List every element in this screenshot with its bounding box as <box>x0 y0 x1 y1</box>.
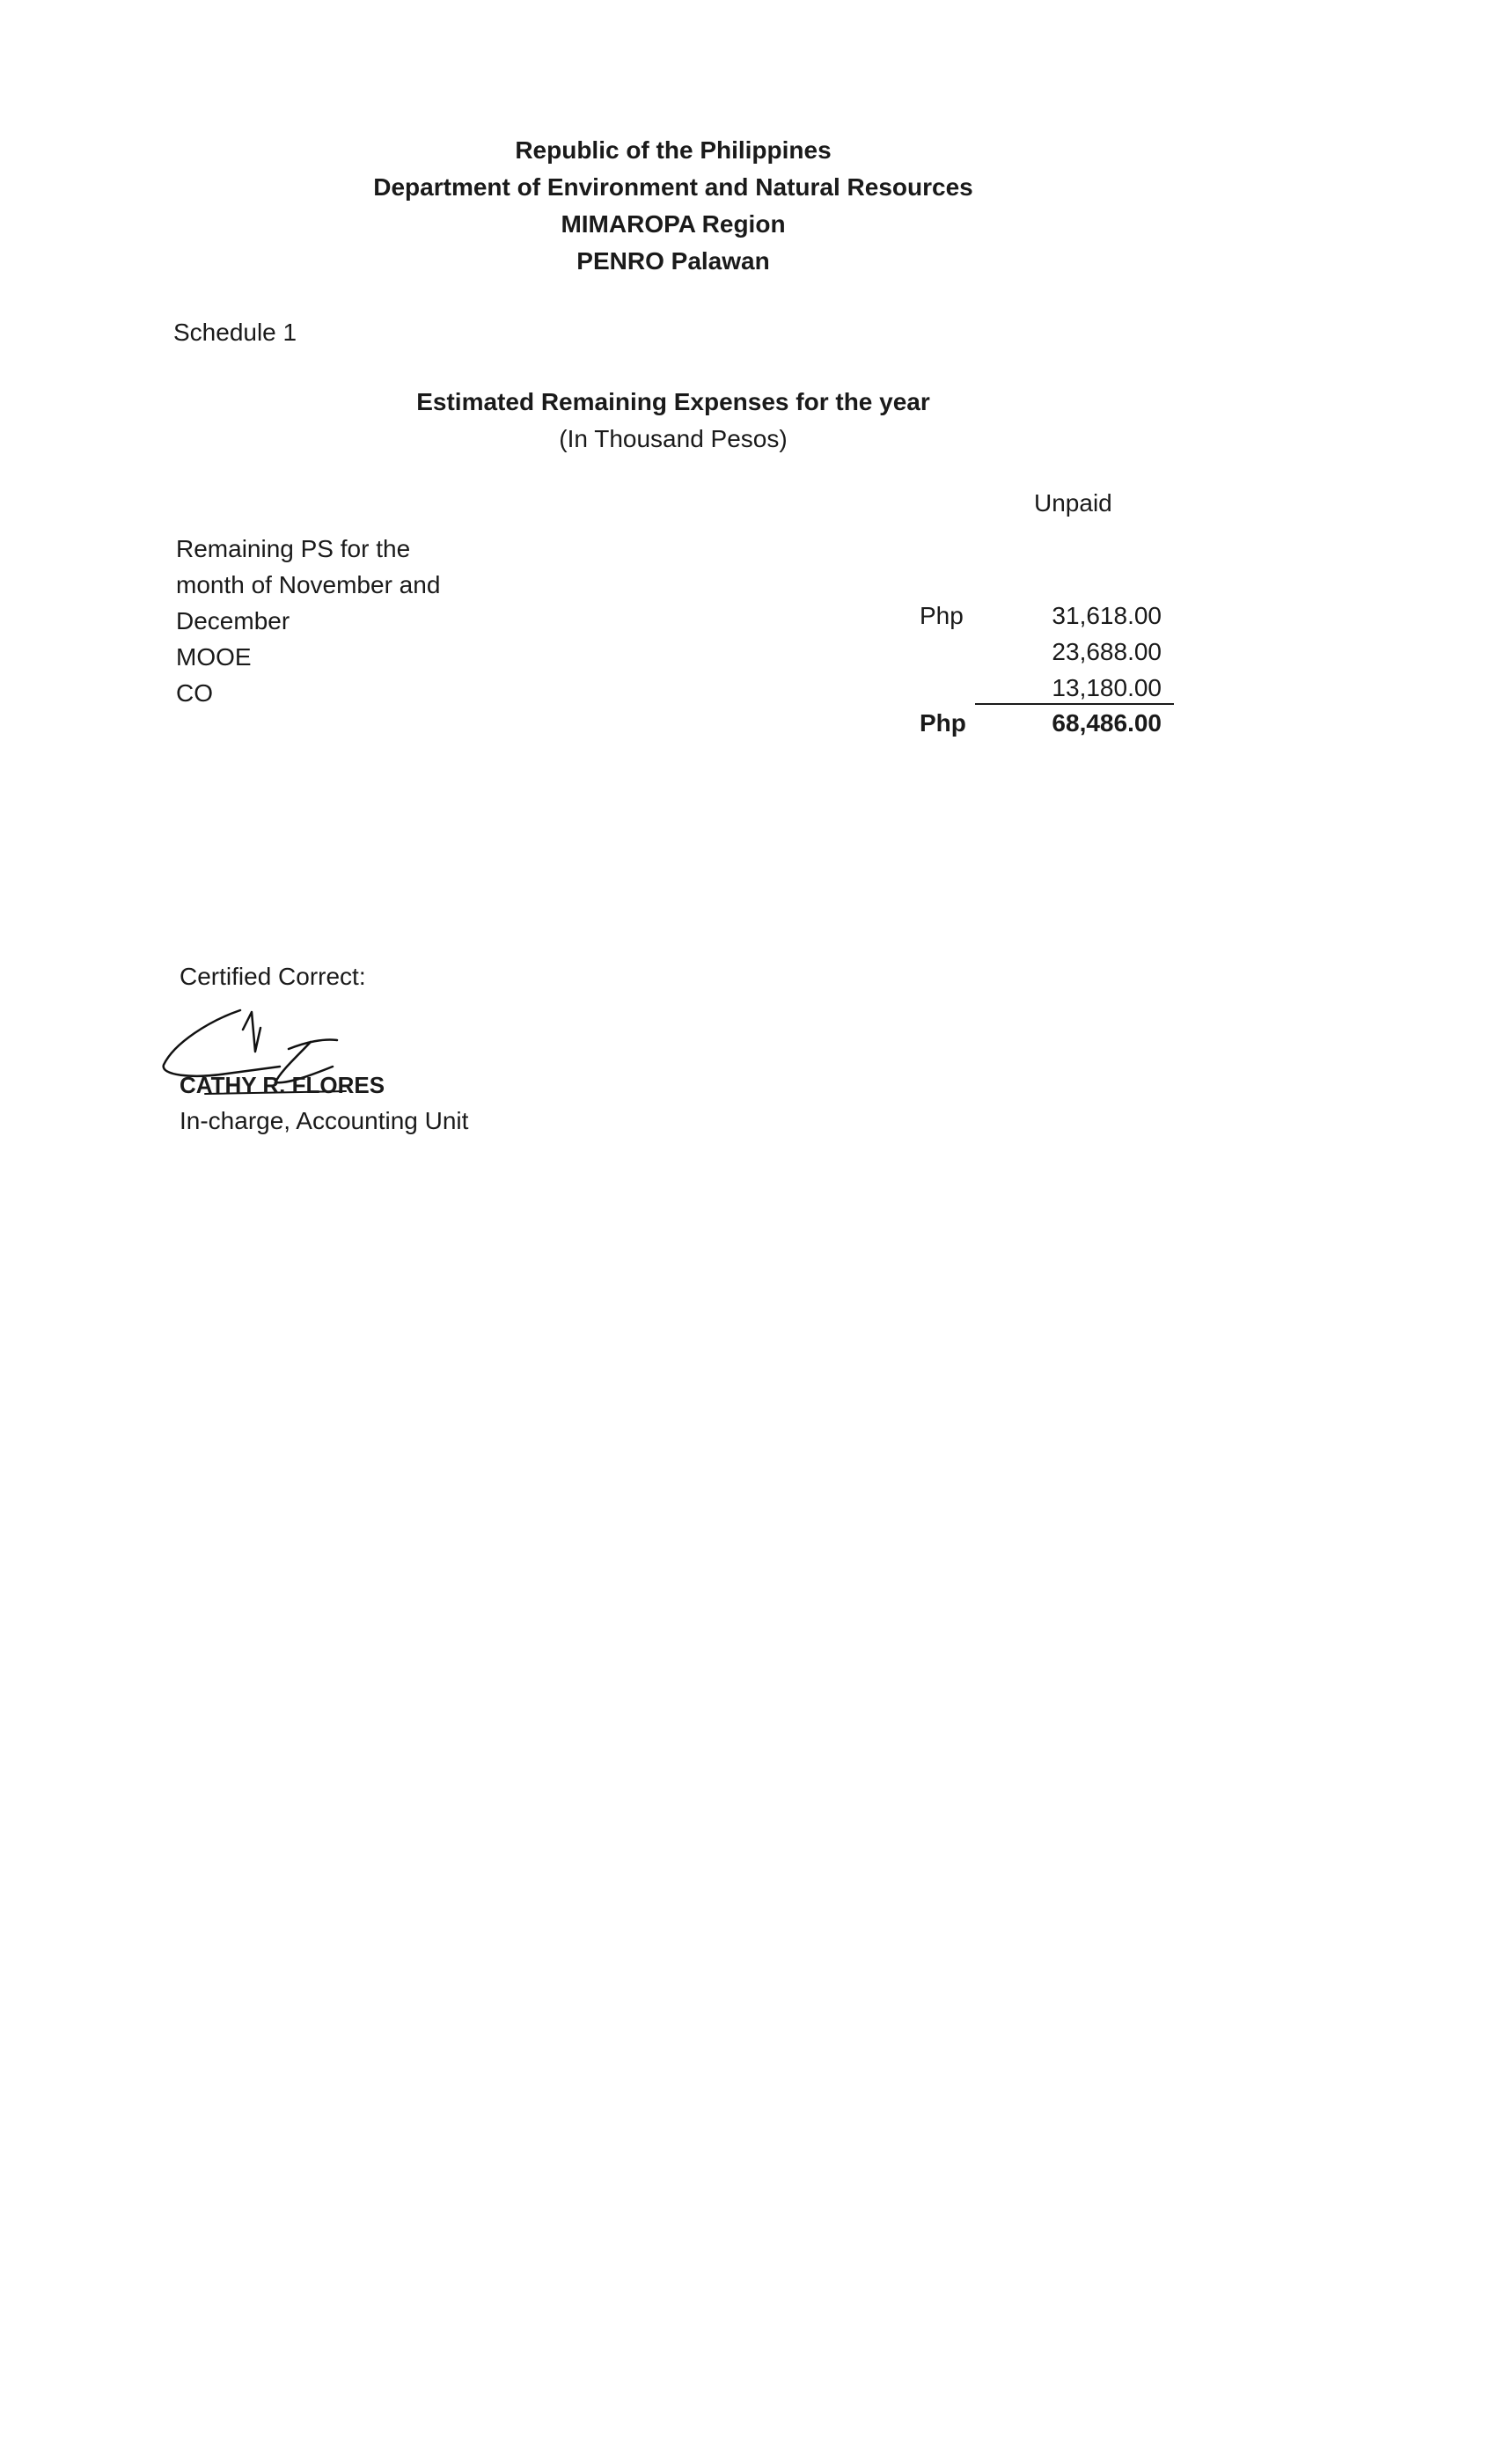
report-title-main: Estimated Remaining Expenses for the year <box>416 388 930 415</box>
row-label-ps-line2: month of November and <box>176 571 441 598</box>
row-label-ps-line3: December <box>176 607 290 634</box>
signatory-position: In-charge, Accounting Unit <box>180 1107 469 1134</box>
report-title-sub: (In Thousand Pesos) <box>559 425 788 452</box>
total-underline <box>975 703 1174 705</box>
total-row <box>880 709 1179 744</box>
header-office: PENRO Palawan <box>576 247 770 275</box>
agency-header <box>0 132 1346 280</box>
header-region: MIMAROPA Region <box>561 210 786 238</box>
signatory-name: CATHY R. FLORES <box>180 1072 385 1098</box>
schedule-label: Schedule 1 <box>173 319 297 346</box>
report-title <box>0 384 1346 458</box>
amount-total: 68,486.00 <box>1052 709 1162 737</box>
currency-ps: Php <box>920 602 964 629</box>
amount-row-ps <box>880 602 1179 637</box>
certified-correct-label: Certified Correct: <box>180 963 366 990</box>
expense-labels <box>176 531 440 711</box>
header-republic: Republic of the Philippines <box>515 136 832 164</box>
row-label-mooe: MOOE <box>176 643 252 671</box>
amount-mooe: 23,688.00 <box>1052 638 1162 665</box>
header-department: Department of Environment and Natural Resources <box>373 173 973 201</box>
amount-ps: 31,618.00 <box>1052 602 1162 629</box>
column-header-unpaid: Unpaid <box>1034 489 1112 517</box>
amount-row-mooe <box>880 638 1179 673</box>
currency-total: Php <box>920 709 966 737</box>
amount-co: 13,180.00 <box>1052 674 1162 701</box>
row-label-co: CO <box>176 679 213 707</box>
row-label-ps-line1: Remaining PS for the <box>176 535 411 562</box>
